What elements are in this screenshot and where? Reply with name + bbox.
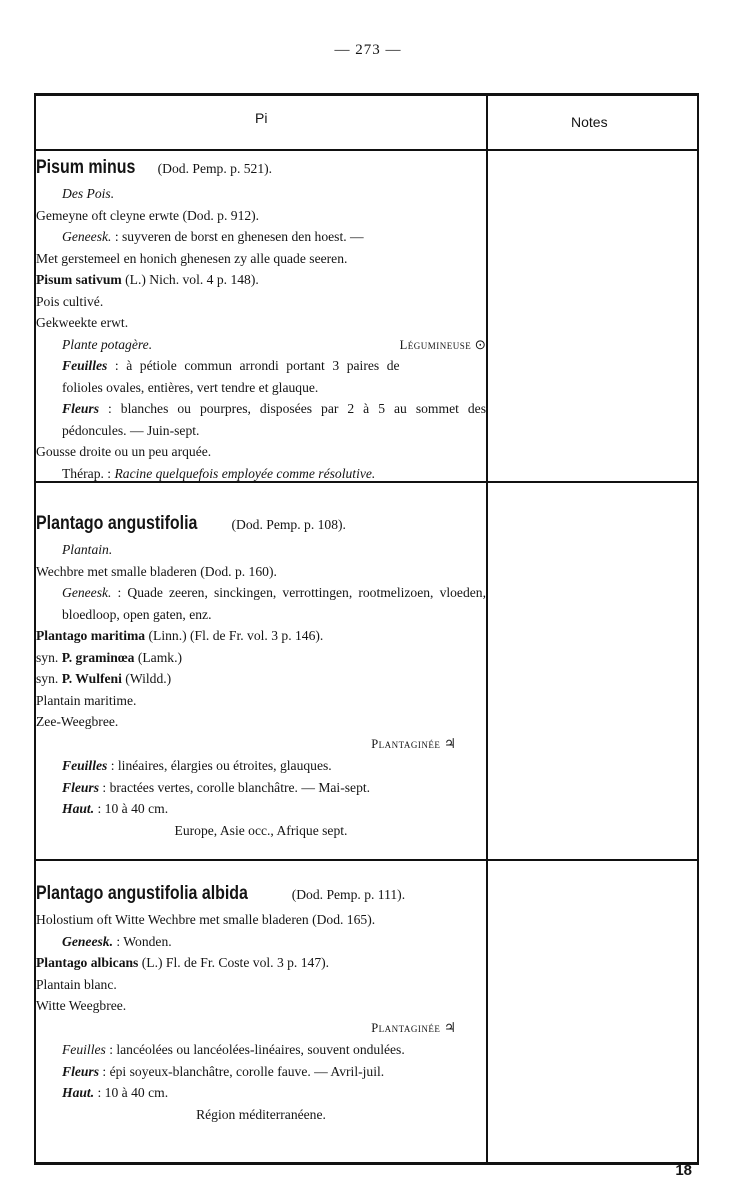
field-label: Fleurs [62,401,100,416]
synonym-prefix: syn. [36,671,62,686]
text-line [36,952,486,974]
distribution-text: Région méditerranéene. [196,1106,326,1122]
text-line [36,1061,486,1083]
text-line [36,1039,486,1061]
header-rule [34,149,699,151]
text-line [36,561,486,583]
distribution-text: Europe, Asie occ., Afrique sept. [174,822,348,838]
text-line [36,711,486,733]
family-label [371,1020,456,1035]
entry-title: Plantago angustifolia [36,513,198,534]
line-text: (Dod. Pemp. p. 521). [154,161,273,176]
text-line [36,625,486,647]
text-line [36,880,486,909]
line-text: : bractées vertes, corolle blanchâtre. — Mai-sept. [99,779,371,795]
species-name: Pisum sativum [36,272,122,287]
text-line [36,690,486,712]
line-text: : Quade zeeren, sinckingen, verrottingen, rootmelizoen, vloeden, bloedloop, open gaten, enz. [62,585,486,622]
line-text: Gousse droite ou un peu arquée. [36,444,212,459]
line-text: Plantain maritime. [36,692,137,708]
entry-divider [34,859,699,861]
species-name: P. Wulfeni [61,671,122,686]
italic-text: Geneesk. [62,229,112,244]
text-line [36,398,486,441]
line-text: : à pétiole commun arrondi portant 3 paires de folioles ovales, entières, vert tendre et glauque. [62,358,400,395]
line-text: Witte Weegbree. [36,998,127,1013]
text-line [36,312,486,334]
line-text: Gekweekte erwt. [36,315,129,330]
text-line [36,355,486,398]
text-line [36,463,486,485]
italic-text: Geneesk. [62,585,112,600]
line-text: (L.) Nich. vol. 4 p. 148). [121,272,259,287]
text-line [36,1017,486,1040]
text-line [36,755,486,777]
text-line [36,441,486,463]
column-header-notes: Notes [571,114,608,130]
line-text: Zee-Weegbree. [36,714,119,729]
family-label [371,736,456,751]
line-text: : linéaires, élargies ou étroites, glauques. [107,758,332,773]
line-text: : 10 à 40 cm. [94,1085,169,1100]
text-line [36,777,486,799]
text-line [36,154,486,183]
text-line [36,931,486,953]
text-line [36,334,486,356]
species-name: Plantago maritima [36,628,146,643]
line-text: Pois cultivé. [36,293,104,309]
field-label: Haut. [62,801,95,816]
line-text: Gemeyne oft cleyne erwte (Dod. p. 912). [36,207,260,223]
family-label [400,334,486,357]
line-text: : suyveren de borst en ghenesen den hoest. — [111,229,364,244]
text-line [36,510,486,539]
text-line [36,798,486,820]
line-text: (Dod. Pemp. p. 111). [288,887,406,902]
species-name: Plantago albicans [36,955,139,970]
text-line [36,248,486,270]
text-line [36,205,486,227]
table-bottom-rule [34,1162,699,1165]
text-line [36,1082,486,1104]
entry-plantago-angustifolia-albida [36,880,486,1125]
line-text: (Dod. Pemp. p. 108). [228,517,346,532]
line-text: Holostium oft Witte Wechbre met smalle bladeren (Dod. 165). [36,912,376,927]
text-line [36,539,486,561]
line-text: (L.) Fl. de Fr. Coste vol. 3 p. 147). [138,955,330,970]
line-text: Met gerstemeel en honich ghenesen zy alle quade seeren. [36,250,348,266]
text-line [36,668,486,690]
entry-title: Plantago angustifolia albida [36,883,248,904]
entry-title: Pisum minus [36,157,136,178]
table-top-rule [34,93,699,96]
text-line [36,974,486,996]
line-text: : Wonden. [112,933,172,949]
line-text: (Wildd.) [121,671,172,686]
text-line [36,226,486,248]
line-text: : lancéolées ou lancéolées-linéaires, souvent ondulées. [105,1042,405,1057]
family-symbol-icon: ♃ [443,1019,456,1035]
line-text: Plantain blanc. [36,976,117,992]
line-text: (Lamk.) [134,649,183,665]
synonym-prefix: syn. [36,649,62,665]
text-line [36,909,486,931]
text-line [36,291,486,313]
field-label: Fleurs [62,779,100,795]
italic-text: Des Pois. [62,186,115,201]
family-symbol-icon: ♃ [443,735,456,751]
text-line [36,183,486,205]
text-line [36,995,486,1017]
italic-text: Plantain. [62,542,113,557]
field-label: Feuilles [62,358,108,373]
column-divider [486,96,488,1165]
line-text: (Linn.) (Fl. de Fr. vol. 3 p. 146). [145,628,324,643]
table-right-rule [697,93,699,1165]
entry-pisum-minus [36,154,486,484]
text-line [36,1104,486,1126]
family-name: Plantaginée [371,1020,441,1035]
family-name: Légumineuse [399,337,472,352]
page-number: — 273 — [334,42,402,58]
column-header-main: Pi [255,110,268,126]
family-symbol-icon: ⊙ [474,336,486,352]
line-text: : épi soyeux-blanchâtre, corolle fauve. — Avril-juil. [99,1063,385,1079]
footer-page-number: 18 [675,1162,692,1179]
field-label: Feuilles [62,758,108,773]
italic-text: Racine quelquefois employée comme résolutive. [114,465,376,481]
species-name: P. graminœa [61,649,135,665]
field-label: Thérap. : [62,465,112,481]
field-label: Geneesk. [62,933,113,949]
text-line [36,582,486,625]
italic-text: Feuilles [62,1042,106,1057]
line-text: : 10 à 40 cm. [94,801,169,816]
line-text: : blanches ou pourpres, disposées par 2 à 5 au sommet des pédoncules. — Juin-sept. [62,401,486,438]
text-line [36,733,486,756]
line-text: Wechbre met smalle bladeren (Dod. p. 160). [36,563,277,579]
text-line [36,647,486,669]
text-line [36,820,486,842]
entry-plantago-angustifolia [36,510,486,841]
italic-text: Plante potagère. [62,336,153,352]
field-label: Haut. [62,1085,95,1100]
text-line [36,269,486,291]
field-label: Fleurs [62,1063,100,1079]
family-name: Plantaginée [371,736,441,751]
